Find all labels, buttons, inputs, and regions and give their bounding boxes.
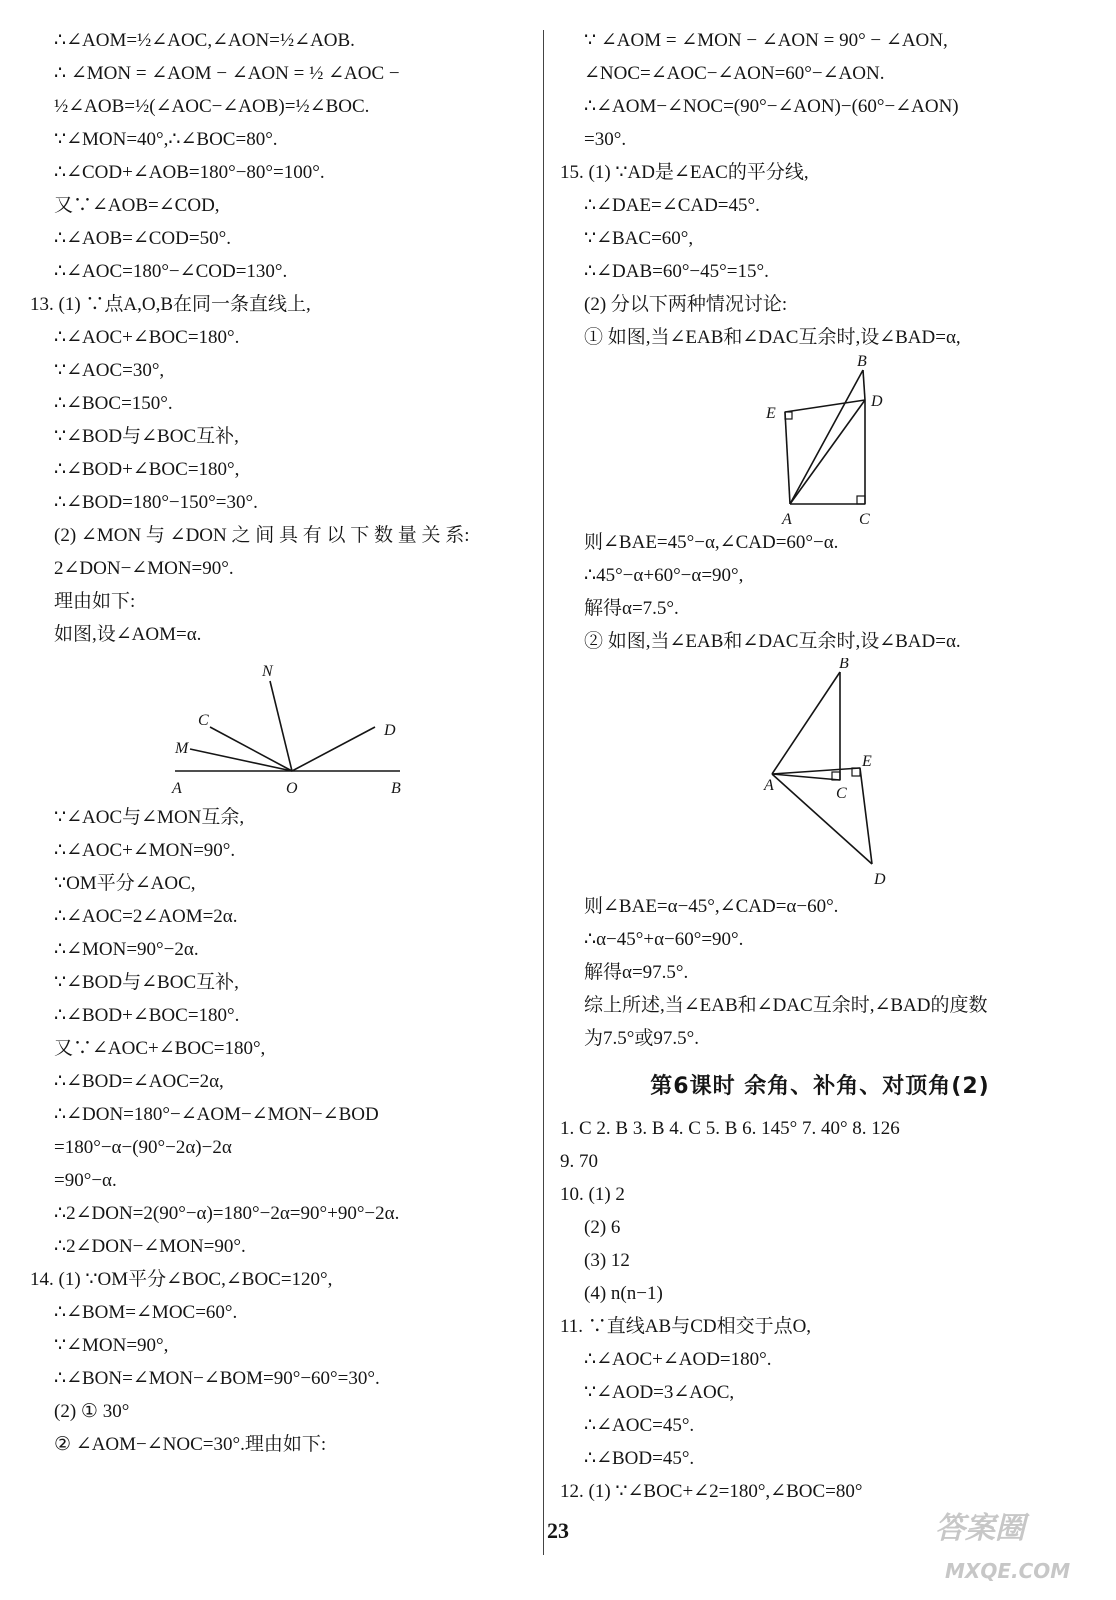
text-line: ∴∠DON=180°−∠AOM−∠MON−∠BOD [54,1104,379,1125]
answer-line: 12. (1) ∵∠BOC+∠2=180°,∠BOC=80° [560,1481,863,1502]
answer-line: 9. 70 [560,1151,598,1172]
right-after-fig2-lines [560,890,1080,1055]
answer-line: 10. (1) 2 [560,1184,625,1205]
label-b: B [857,354,867,370]
text-line: ∵OM平分∠AOC, [54,873,196,894]
text-line: ∴∠AOM=½∠AOC,∠AON=½∠AOB. [54,30,355,51]
label-o: O [286,780,298,797]
answer-line: ∴∠BOD=45°. [584,1448,695,1469]
text-line: 解得α=97.5°. [584,962,689,983]
question-15: 15. (1) ∵AD是∠EAC的平分线, [560,162,809,183]
text-line: ∴∠BOD+∠BOC=180°, [54,459,240,480]
watermark-bottom: MXQE.COM [945,1559,1071,1583]
text-line: =180°−α−(90°−2α)−2α [54,1137,232,1158]
text-line: ∴∠DAE=∠CAD=45°. [584,195,760,216]
label-a: A [764,777,774,794]
left-top-lines [30,24,530,651]
text-line: 如图,设∠AOM=α. [54,624,202,645]
label-c: C [198,712,209,729]
text-line: 综上所述,当∠EAB和∠DAC互余时,∠BAD的度数 [584,995,988,1016]
text-line: ∴ ∠MON = ∠AOM − ∠AON = ½ ∠AOC − [54,63,400,84]
text-line: ∴2∠DON−∠MON=90°. [54,1236,246,1257]
text-line: ∴∠AOB=∠COD=50°. [54,228,231,249]
watermark-top: 答案圈 [935,1511,1025,1546]
right-top-lines [560,24,1080,354]
label-c: C [836,785,847,802]
text-line: ∵∠MON=90°, [54,1335,169,1356]
text-line: ∴∠MON=90°−2α. [54,939,199,960]
text-line: =90°−α. [54,1170,117,1191]
text-line: ∵∠BOD与∠BOC互补, [54,426,239,447]
text-line: ∴∠AOC=2∠AOM=2α. [54,906,238,927]
triangle-diagram-2 [560,658,1080,890]
text-line: ∴∠COD+∠AOB=180°−80°=100°. [54,162,325,183]
text-line: ∵ ∠AOM = ∠MON − ∠AON = 90° − ∠AON, [584,30,948,51]
figure-15-case1 [560,354,1080,526]
answer-line: ∴∠AOC+∠AOD=180°. [584,1349,772,1370]
label-b: B [839,658,849,672]
text-line: 又∵∠AOC+∠BOC=180°, [54,1038,266,1059]
text-line: 2∠DON−∠MON=90°. [54,558,234,579]
text-line: ∴45°−α+60°−α=90°, [584,565,744,586]
text-line: ∴∠BOD=180°−150°=30°. [54,492,258,513]
question-13: 13. (1) ∵点A,O,B在同一条直线上, [30,294,311,315]
text-line: (2) ∠MON 与 ∠DON 之 间 具 有 以 下 数 量 关 系: [54,525,470,546]
label-c: C [859,511,870,526]
text-line: ∵∠MON=40°,∴∠BOC=80°. [54,129,278,150]
text-line: ∴∠DAB=60°−45°=15°. [584,261,769,282]
left-column [30,24,530,1461]
angle-diagram [30,651,530,801]
text-line: =30°. [584,129,627,150]
right-column [560,24,1080,1508]
text-line: ∵∠BOD与∠BOC互补, [54,972,239,993]
answer-line: ∴∠AOC=45°. [584,1415,695,1436]
label-a: A [172,780,182,797]
text-line: ∵∠BAC=60°, [584,228,694,249]
text-line: 解得α=7.5°. [584,598,679,619]
text-line: ② ∠AOM−∠NOC=30°.理由如下: [54,1434,327,1455]
text-line: ∴∠AOM−∠NOC=(90°−∠AON)−(60°−∠AON) [584,96,959,117]
label-n: N [262,663,273,680]
answer-line: (4) n(n−1) [584,1283,663,1304]
text-line: ∴∠AOC+∠BOC=180°. [54,327,240,348]
figure-15-case2 [560,658,1080,890]
text-line: (2) ① 30° [54,1401,130,1422]
text-line: ½∠AOB=½(∠AOC−∠AOB)=½∠BOC. [54,96,370,117]
text-line: ∴∠AOC+∠MON=90°. [54,840,236,861]
label-a: A [782,511,792,526]
text-line: ∴∠BOD+∠BOC=180°. [54,1005,240,1026]
text-line: ∴∠AOC=180°−∠COD=130°. [54,261,288,282]
angle-figure-13 [30,651,530,801]
column-divider [543,30,544,1555]
text-line: 又∵∠AOB=∠COD, [54,195,220,216]
label-b: B [391,780,401,797]
label-e: E [766,405,776,422]
text-line: ① 如图,当∠EAB和∠DAC互余时,设∠BAD=α, [584,327,961,348]
answer-line: ∵∠AOD=3∠AOC, [584,1382,735,1403]
answer-line: 1. C 2. B 3. B 4. C 5. B 6. 145° 7. 40° 8. 126 [560,1118,900,1139]
text-line: 则∠BAE=45°−α,∠CAD=60°−α. [584,532,839,553]
answer-line: (3) 12 [584,1250,630,1271]
section-title: 第6课时 余角、补角、对顶角(2) [650,1074,990,1099]
label-e: E [862,753,872,770]
text-line: ∵∠AOC与∠MON互余, [54,807,245,828]
question-14: 14. (1) ∵OM平分∠BOC,∠BOC=120°, [30,1269,333,1290]
text-line: 为7.5°或97.5°. [584,1028,699,1049]
text-line: 则∠BAE=α−45°,∠CAD=α−60°. [584,896,839,917]
watermark-logo [925,1500,1105,1595]
left-bottom-lines [30,801,530,1461]
label-m: M [175,740,189,757]
text-line: ∴∠BOM=∠MOC=60°. [54,1302,238,1323]
answer-line: (2) 6 [584,1217,621,1238]
answer-line: 11. ∵直线AB与CD相交于点O, [560,1316,812,1337]
label-d: D [874,871,886,888]
text-line: ∵∠AOC=30°, [54,360,165,381]
answer-lines [560,1112,1080,1508]
label-d: D [871,393,883,410]
label-d: D [384,722,396,739]
text-line: ∴2∠DON=2(90°−α)=180°−2α=90°+90°−2α. [54,1203,400,1224]
text-line: (2) 分以下两种情况讨论: [584,294,788,315]
right-mid-lines [560,526,1080,658]
page-number: 23 [547,1518,569,1543]
text-line: 理由如下: [54,591,136,612]
text-line: ∴∠BON=∠MON−∠BOM=90°−60°=30°. [54,1368,380,1389]
text-line: ∠NOC=∠AOC−∠AON=60°−∠AON. [584,63,885,84]
text-line: ∴∠BOC=150°. [54,393,173,414]
text-line: ② 如图,当∠EAB和∠DAC互余时,设∠BAD=α. [584,631,961,652]
text-line: ∴∠BOD=∠AOC=2α, [54,1071,224,1092]
text-line: ∴α−45°+α−60°=90°. [584,929,744,950]
triangle-diagram-1 [560,354,1080,526]
